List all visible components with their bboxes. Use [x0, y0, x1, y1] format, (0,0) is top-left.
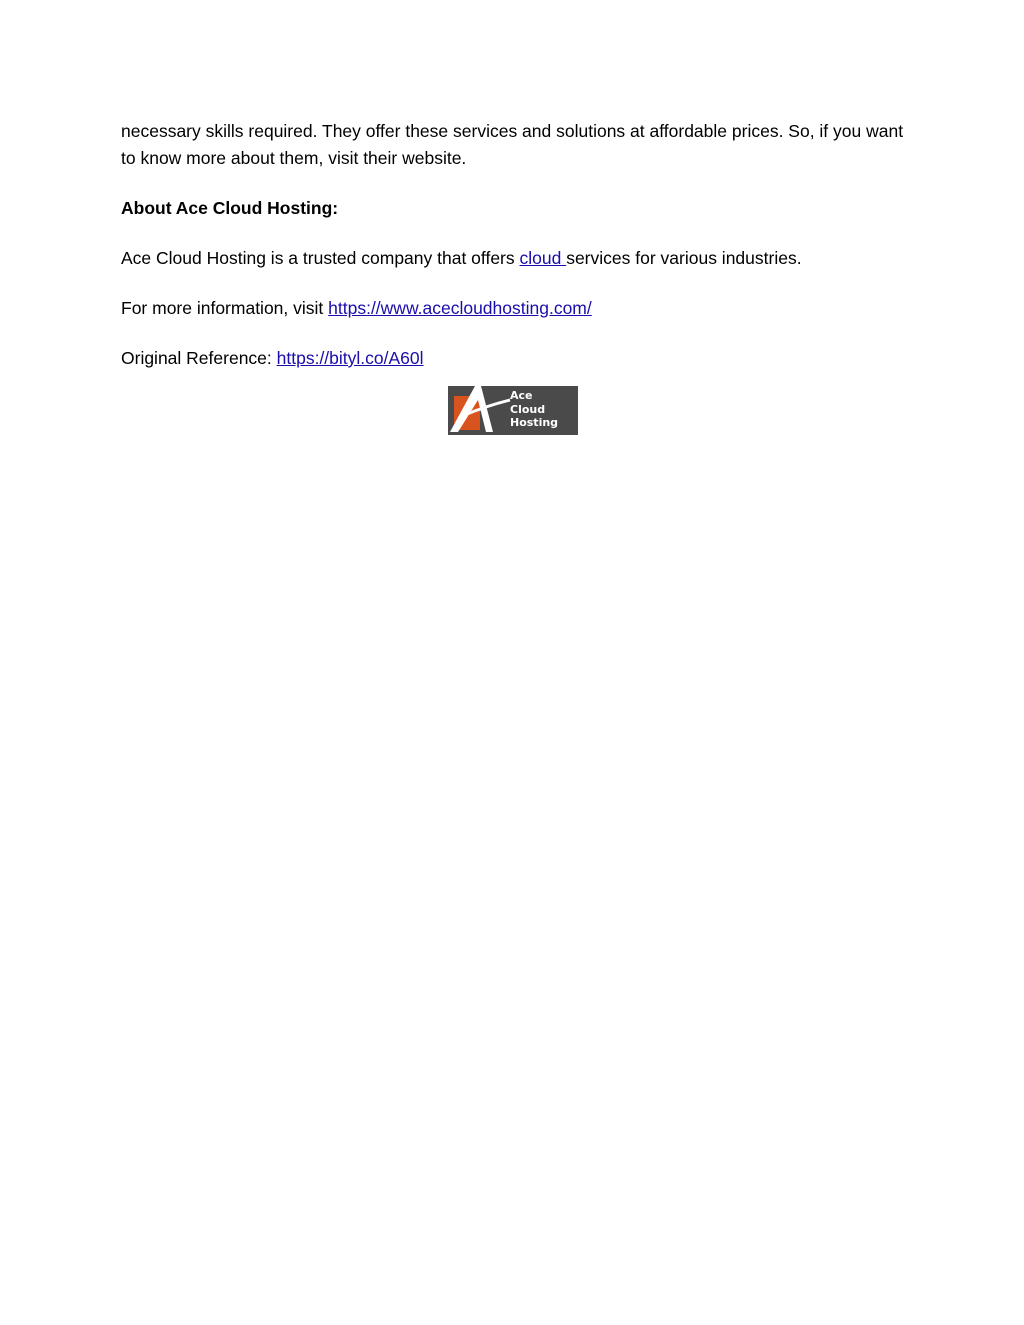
about-paragraph [121, 245, 921, 272]
about-text-before-link: Ace Cloud Hosting is a trusted company that offers [121, 248, 520, 268]
cloud-link[interactable]: cloud [519, 248, 567, 268]
document-page [121, 118, 921, 435]
logo-line-cloud: Cloud [510, 402, 546, 416]
reference-prefix: Original Reference: [121, 348, 277, 368]
logo-wordmark [510, 389, 558, 430]
reference-link[interactable]: https://bityl.co/A60l [276, 348, 424, 368]
about-text-after-link: services for various industries. [566, 248, 802, 268]
logo-container [121, 386, 905, 435]
ace-cloud-hosting-logo [448, 386, 578, 435]
about-heading: About Ace Cloud Hosting: [121, 198, 339, 218]
info-prefix: For more information, visit [121, 298, 329, 318]
logo-line-hosting: Hosting [510, 416, 559, 429]
logo-line-ace: Ace [510, 389, 533, 402]
reference-paragraph [121, 345, 921, 372]
intro-paragraph: necessary skills required. They offer these services and solutions at affordable prices. So, if you want to know more about them, visit their website. [121, 121, 904, 168]
info-paragraph [121, 295, 921, 322]
website-link[interactable]: https://www.acecloudhosting.com/ [328, 298, 592, 318]
